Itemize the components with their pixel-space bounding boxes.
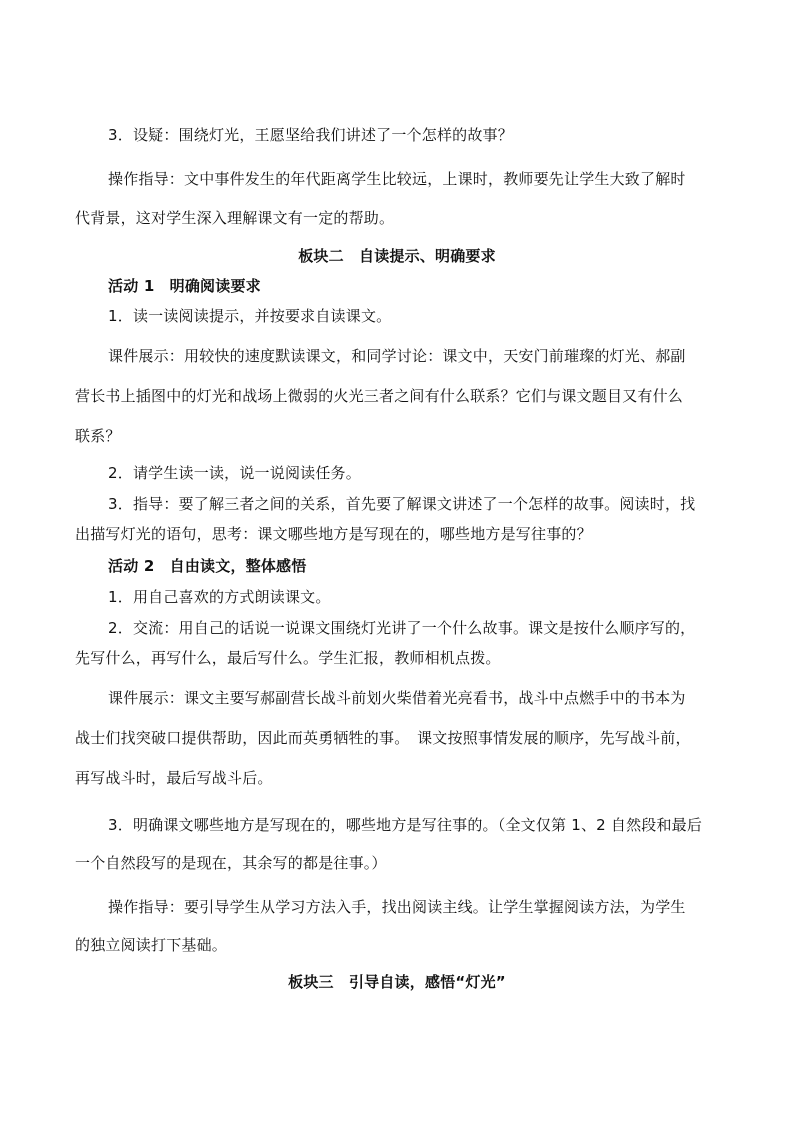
courseware-display-1-line-2: 营长书上插图中的灯光和战场上微弱的火光三者之间有什么联系？它们与课文题目又有什么 (75, 387, 684, 405)
activity-2-step-2-line-2: 先写什么，再写什么，最后写什么。学生汇报，教师相机点拨。 (75, 649, 501, 667)
activity-1-step-3-line-2: 出描写灯光的语句，思考：课文哪些地方是写现在的，哪些地方是写往事的？ (75, 525, 592, 543)
activity-2-step-3-line-1: 3．明确课文哪些地方是写现在的，哪些地方是写往事的。（全文仅第 1、2 自然段和最后 (108, 816, 703, 834)
courseware-display-2-line-1: 课件展示：课文主要写郝副营长战斗前划火柴借着光亮看书，战斗中点燃手中的书本为 (108, 689, 686, 707)
courseware-display-1-line-3: 联系？ (75, 427, 121, 445)
activity-1-step-2: 2．请学生读一读，说一说阅读任务。 (108, 464, 361, 482)
teaching-guidance-2-line-2: 的独立阅读打下基础。 (75, 936, 228, 954)
section-2-heading: 板块二 自读提示、明确要求 (298, 247, 496, 265)
courseware-display-1-line-1: 课件展示：用较快的速度默读课文，和同学讨论：课文中，天安门前璀璨的灯光、郝副 (108, 347, 686, 365)
courseware-display-2-line-3: 再写战斗时，最后写战斗后。 (75, 769, 273, 787)
activity-2-heading: 活动 2 自由读文，整体感悟 (108, 557, 307, 575)
activity-1-step-1: 1．读一读阅读提示，并按要求自读课文。 (108, 307, 392, 325)
teaching-guidance-2-line-1: 操作指导：要引导学生从学习方法入手，找出阅读主线。让学生掌握阅读方法，为学生 (108, 898, 686, 916)
teaching-guidance-line-2: 代背景，这对学生深入理解课文有一定的帮助。 (75, 209, 395, 227)
activity-2-step-2-line-1: 2．交流：用自己的话说一说课文围绕灯光讲了一个什么故事。课文是按什么顺序写的， (108, 619, 696, 637)
activity-2-step-1: 1．用自己喜欢的方式朗读课文。 (108, 588, 331, 606)
activity-2-step-3-line-2: 一个自然段写的是现在，其余写的都是往事。） (75, 854, 387, 872)
section-3-heading: 板块三 引导自读，感悟“灯光” (288, 973, 506, 991)
courseware-display-2-line-2: 战士们找突破口提供帮助，因此而英勇牺牲的事。 课文按照事情发展的顺序，先写战斗前， (75, 729, 691, 747)
teaching-guidance-line-1: 操作指导：文中事件发生的年代距离学生比较远，上课时，教师要先让学生大致了解时 (108, 170, 686, 188)
activity-1-step-3-line-1: 3．指导：要了解三者之间的关系，首先要了解课文讲述了一个怎样的故事。阅读时，找 (108, 495, 696, 513)
question-3-setup: 3．设疑：围绕灯光，王愿坚给我们讲述了一个怎样的故事？ (108, 126, 513, 144)
activity-1-heading: 活动 1 明确阅读要求 (108, 277, 261, 295)
